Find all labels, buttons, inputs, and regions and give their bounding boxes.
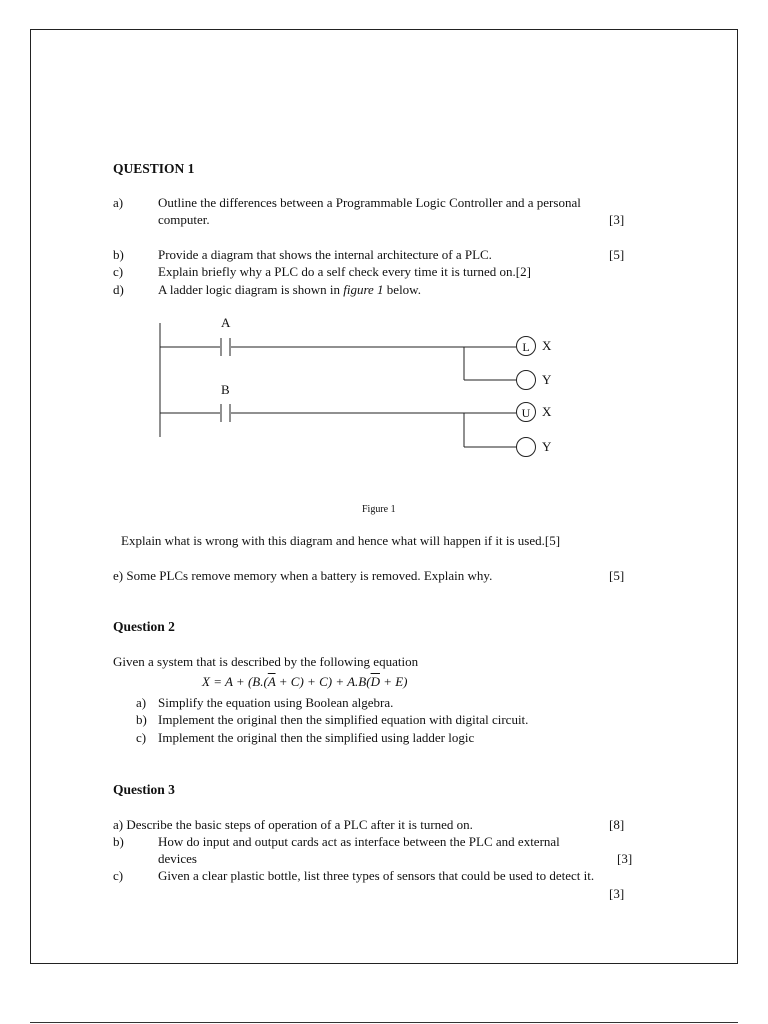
eq-part-1: X = A + (B.( xyxy=(202,674,268,689)
coil-unlatch-letter: U xyxy=(521,406,531,420)
q1-a-label: a) xyxy=(113,195,124,210)
q3-c-text: Given a clear plastic bottle, list three types of sensors that could be used to detect it. xyxy=(158,868,595,883)
q1-d-figure-ref: figure 1 xyxy=(343,282,384,297)
q2-b-label: b) xyxy=(136,712,147,727)
q3-b-text-line1: How do input and output cards act as interface between the PLC and external xyxy=(158,834,560,849)
q2-b-text: Implement the original then the simplified equation with digital circuit. xyxy=(158,712,529,727)
q3-c-mark: [3] xyxy=(609,886,625,901)
question-1-heading: QUESTION 1 xyxy=(113,161,195,176)
q3-b-mark: [3] xyxy=(617,851,633,866)
question-2-heading: Question 2 xyxy=(113,619,175,634)
coil-y-2 xyxy=(517,438,536,457)
q3-a-mark: [8] xyxy=(609,817,625,832)
figure-caption: Figure 1 xyxy=(362,504,396,515)
q2-intro: Given a system that is described by the following equation xyxy=(113,654,419,669)
q2-equation xyxy=(202,674,408,690)
q2-c-text: Implement the original then the simplified using ladder logic xyxy=(158,730,475,745)
q3-b-label: b) xyxy=(113,834,124,849)
q2-c-label: c) xyxy=(136,730,147,745)
question-3-heading: Question 3 xyxy=(113,782,175,797)
eq-part-3: + E) xyxy=(379,674,408,689)
q2-a-label: a) xyxy=(136,695,147,710)
bottom-rule xyxy=(30,1022,738,1023)
q1-d-text-pre: A ladder logic diagram is shown in xyxy=(158,282,344,297)
q3-a-text: a) Describe the basic steps of operation of a PLC after it is turned on. xyxy=(113,817,473,832)
q1-d-label: d) xyxy=(113,282,124,297)
contact-a-label: A xyxy=(221,315,231,330)
q1-explain-text: Explain what is wrong with this diagram and hence what will happen if it is used.[5] xyxy=(121,533,561,548)
eq-d-bar: $\overline{D}$ xyxy=(370,674,380,689)
contact-b-label: B xyxy=(221,382,230,397)
q2-a-text: Simplify the equation using Boolean algebra. xyxy=(158,695,394,710)
q1-b-mark: [5] xyxy=(609,247,625,262)
q1-e-mark: [5] xyxy=(609,568,625,583)
coil-latch-letter: L xyxy=(522,340,530,354)
q1-d-text-post: below. xyxy=(383,282,421,297)
coil-2-output-label: Y xyxy=(542,372,552,387)
coil-4-output-label: Y xyxy=(542,439,552,454)
coil-3-output-label: X xyxy=(542,404,552,419)
coil-1-output-label: X xyxy=(542,338,552,353)
q1-a-text-line1: Outline the differences between a Programmable Logic Controller and a personal xyxy=(158,195,581,210)
q1-b-text: Provide a diagram that shows the internal architecture of a PLC. xyxy=(158,247,492,262)
q3-c-label: c) xyxy=(113,868,124,883)
eq-a-bar: $\overline{A}$ xyxy=(267,674,276,689)
q1-c-label: c) xyxy=(113,264,124,279)
coil-y-1 xyxy=(517,371,536,390)
q1-c-text: Explain briefly why a PLC do a self check every time it is turned on.[2] xyxy=(158,264,531,279)
q1-b-label: b) xyxy=(113,247,124,262)
q1-a-mark: [3] xyxy=(609,212,625,227)
eq-part-2: + C) + C) + A.B( xyxy=(275,674,371,689)
q1-e-text: e) Some PLCs remove memory when a battery is removed. Explain why. xyxy=(113,568,493,583)
q3-b-text-line2: devices xyxy=(158,851,197,866)
q1-a-text-line2: computer. xyxy=(158,212,210,227)
